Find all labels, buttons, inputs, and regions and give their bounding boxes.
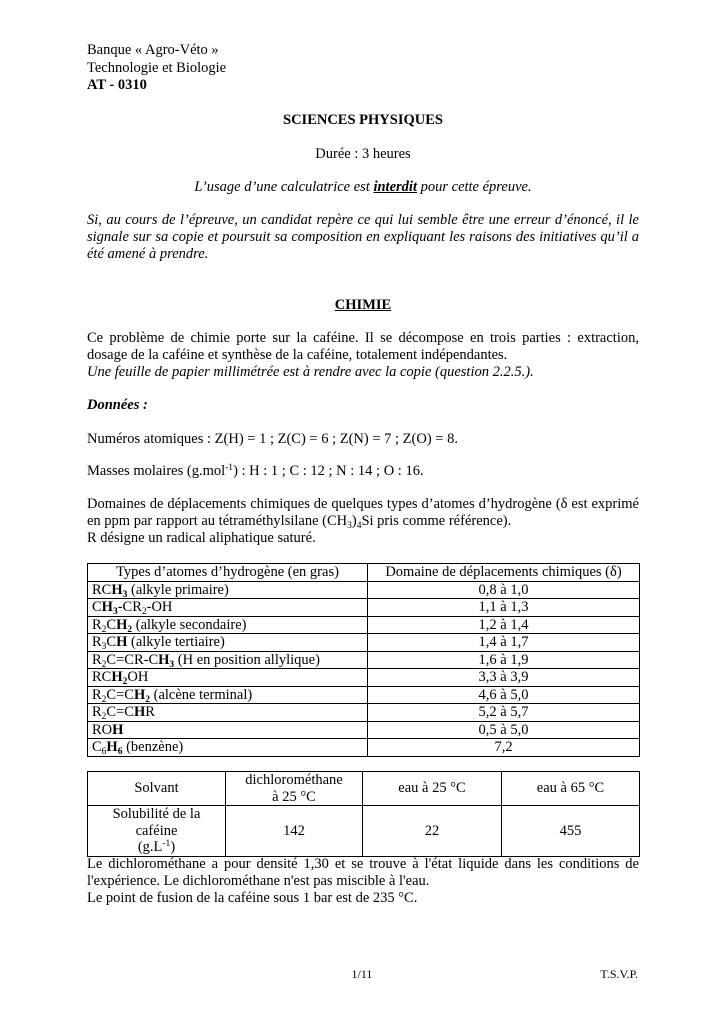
closing-line-1: Le dichlorométhane a pour densité 1,30 et se trouve à l'état liquide dans les conditions de l'expérience. Le dichlorométhane n'est pas miscible à l'eau. [87, 856, 639, 889]
formula-segment: R [92, 704, 102, 720]
formula-segment: C [106, 634, 117, 650]
closing-paragraph [87, 856, 639, 907]
formula-segment: RO [92, 721, 113, 738]
shift-intro-part2: ) [351, 513, 357, 529]
solubility-unit-suffix: ) [170, 839, 176, 855]
shift-range-cell: 1,2 à 1,4 [368, 616, 640, 634]
water-25-header-cell: eau à 25 °C [363, 772, 502, 806]
formula-segment: C=C [106, 704, 134, 720]
hydrogen-type-cell [88, 721, 368, 739]
dichloromethane-line-1: dichlorométhane [245, 772, 343, 788]
shift-intro-sub1: 3 [347, 521, 352, 531]
table-row [88, 634, 640, 652]
formula-segment: 2 [101, 712, 107, 722]
formula-segment: H [111, 669, 123, 685]
table-row [88, 772, 640, 806]
solvent-label-cell: Solvant [88, 772, 226, 806]
solubility-unit-exp: -1 [162, 839, 171, 849]
formula-segment: 2 [101, 659, 107, 670]
intro-text: Ce problème de chimie porte sur la caféine. Il se décompose en trois parties : extraction, dosage de la caféine et synthèse de la caféine, totalement indépendantes. [87, 330, 639, 363]
error-notice: Si, au cours de l’épreuve, un candidat repère ce qui lui semble être une erreur d’énoncé, il le signale sur sa copie et poursuit sa composition en expliquant les raisons des initiatives qu’il a été amené à prendre. [87, 212, 639, 262]
hydrogen-type-cell [88, 739, 368, 757]
formula-segment: H [116, 616, 128, 633]
solubility-value-water-65: 455 [502, 806, 640, 857]
molar-masses-suffix: ) : H : 1 ; C : 12 ; N : 14 ; O : 16. [233, 463, 424, 479]
formula-segment: RC [92, 581, 112, 598]
formula-segment: (alkyle primaire) [127, 581, 229, 598]
shift-range-cell: 7,2 [368, 739, 640, 757]
solubility-value-dichloromethane: 142 [226, 806, 363, 857]
formula-segment: -CR [117, 599, 142, 615]
hydrogen-type-cell [88, 599, 368, 617]
calculator-notice [87, 179, 639, 196]
header-code: AT - 0310 [87, 77, 147, 93]
formula-segment: (benzène) [122, 739, 184, 755]
hydrogen-table-body [88, 564, 640, 757]
formula-segment: 2 [145, 694, 150, 705]
header-line-2: Technologie et Biologie [87, 59, 227, 76]
table-row [88, 721, 640, 739]
formula-segment: 3 [122, 589, 128, 600]
shift-range-cell: 1,4 à 1,7 [368, 634, 640, 652]
table-header-row [88, 564, 640, 582]
formula-segment: H [116, 634, 128, 650]
formula-segment: R [145, 704, 155, 720]
atomic-numbers: Numéros atomiques : Z(H) = 1 ; Z(C) = 6 ; Z(N) = 7 ; Z(O) = 8. [87, 431, 458, 447]
tsvp-label: T.S.V.P. [600, 967, 638, 981]
formula-segment: 2 [122, 677, 128, 687]
calc-notice-emphasis: interdit [373, 179, 417, 195]
calc-notice-after: pour cette épreuve. [416, 179, 532, 195]
formula-segment: H [133, 686, 146, 703]
exam-duration: Durée : 3 heures [315, 146, 411, 162]
formula-segment: C=CR-C [106, 651, 159, 668]
formula-segment: 2 [101, 694, 107, 705]
shift-range-cell: 0,5 à 5,0 [368, 721, 640, 739]
formula-segment: 2 [127, 624, 133, 635]
formula-segment: 6 [117, 747, 123, 757]
hydrogen-type-cell [88, 634, 368, 652]
molar-masses [87, 463, 639, 480]
table-row [88, 704, 640, 722]
formula-segment: OH [127, 669, 149, 685]
formula-segment: (alkyle secondaire) [132, 616, 247, 633]
shift-intro-sub2: 4 [356, 521, 362, 531]
table-row [88, 686, 640, 704]
exam-title: SCIENCES PHYSIQUES [283, 112, 443, 128]
formula-segment: (alkyle tertiaire) [127, 634, 225, 650]
closing-line-2: Le point de fusion de la caféine sous 1 bar est de 235 °C. [87, 890, 418, 906]
intro-italic: Une feuille de papier millimétrée est à rendre avec la copie (question 2.2.5.). [87, 364, 534, 380]
formula-segment: 3 [101, 642, 107, 652]
solubility-table [87, 771, 640, 857]
table-row [88, 806, 640, 857]
header-block [87, 42, 226, 95]
shift-range-cell: 1,6 à 1,9 [368, 651, 640, 669]
shift-range-cell: 5,2 à 5,7 [368, 704, 640, 722]
solubility-label-cell [88, 806, 226, 857]
shift-range-cell: 0,8 à 1,0 [368, 581, 640, 599]
donnees-title: Données : [87, 397, 148, 413]
formula-segment: (alcène terminal) [149, 686, 253, 703]
formula-segment: 3 [169, 659, 175, 670]
section-title: CHIMIE [334, 297, 392, 313]
formula-segment: H [112, 721, 124, 738]
formula-segment: H [111, 581, 123, 598]
intro-paragraph [87, 330, 639, 381]
formula-segment: RC [92, 669, 112, 685]
shift-range-cell: 1,1 à 1,3 [368, 599, 640, 617]
page-number: 1/11 [351, 967, 373, 981]
hydrogen-shift-table [87, 563, 640, 757]
hydrogen-type-cell [88, 616, 368, 634]
water-65-header-cell: eau à 65 °C [502, 772, 640, 806]
shift-intro-text [87, 496, 639, 530]
molar-masses-prefix: Masses molaires (g.mol [87, 463, 226, 479]
shift-intro [87, 496, 639, 547]
hydrogen-type-cell [88, 669, 368, 687]
formula-segment: H [158, 651, 170, 668]
formula-segment: H [101, 599, 113, 615]
formula-segment: -OH [146, 599, 173, 615]
formula-segment: R [92, 651, 102, 668]
formula-segment: (H en position allylique) [174, 651, 320, 668]
hydrogen-type-cell [88, 704, 368, 722]
hydrogen-type-cell [88, 686, 368, 704]
shift-intro-part3: Si pris comme référence). [361, 513, 512, 529]
header-cell-types: Types d’atomes d’hydrogène (en gras) [88, 564, 368, 582]
shift-intro-part1: Domaines de déplacements chimiques de quelques types d’atomes d’hydrogène (δ est exprimé en ppm par rapport au tétraméthylsilane (CH [87, 496, 639, 529]
formula-segment: 3 [112, 607, 118, 617]
formula-segment: C=C [106, 686, 134, 703]
formula-segment: 2 [141, 607, 147, 617]
solubility-label-line-1: Solubilité de la caféine [112, 806, 201, 839]
formula-segment: H [106, 739, 118, 755]
calc-notice-before: L’usage d’une calculatrice est [194, 179, 374, 195]
solubility-label-line-2 [92, 839, 221, 856]
solubility-unit-prefix: (g.L [137, 839, 163, 855]
shift-range-cell: 4,6 à 5,0 [368, 686, 640, 704]
formula-segment: C [92, 739, 102, 755]
shift-range-cell: 3,3 à 3,9 [368, 669, 640, 687]
table-row [88, 616, 640, 634]
formula-segment: R [92, 686, 102, 703]
molar-masses-exp: -1 [225, 463, 234, 473]
table-row [88, 581, 640, 599]
formula-segment: 6 [101, 747, 107, 757]
formula-segment: H [133, 704, 146, 720]
formula-segment: 2 [101, 624, 107, 635]
formula-segment: C [106, 616, 117, 633]
table-row [88, 669, 640, 687]
formula-segment: R [92, 634, 102, 650]
header-cell-domain: Domaine de déplacements chimiques (δ) [368, 564, 640, 582]
table-row [88, 739, 640, 757]
dichloromethane-header-cell [226, 772, 363, 806]
solubility-value-water-25: 22 [363, 806, 502, 857]
formula-segment: R [92, 616, 102, 633]
formula-segment: C [92, 599, 102, 615]
header-line-1: Banque « Agro-Véto » [87, 42, 219, 58]
dichloromethane-line-2: à 25 °C [272, 788, 316, 805]
hydrogen-type-cell [88, 581, 368, 599]
table-row [88, 651, 640, 669]
hydrogen-type-cell [88, 651, 368, 669]
table-row [88, 599, 640, 617]
r-definition: R désigne un radical aliphatique saturé. [87, 530, 316, 546]
